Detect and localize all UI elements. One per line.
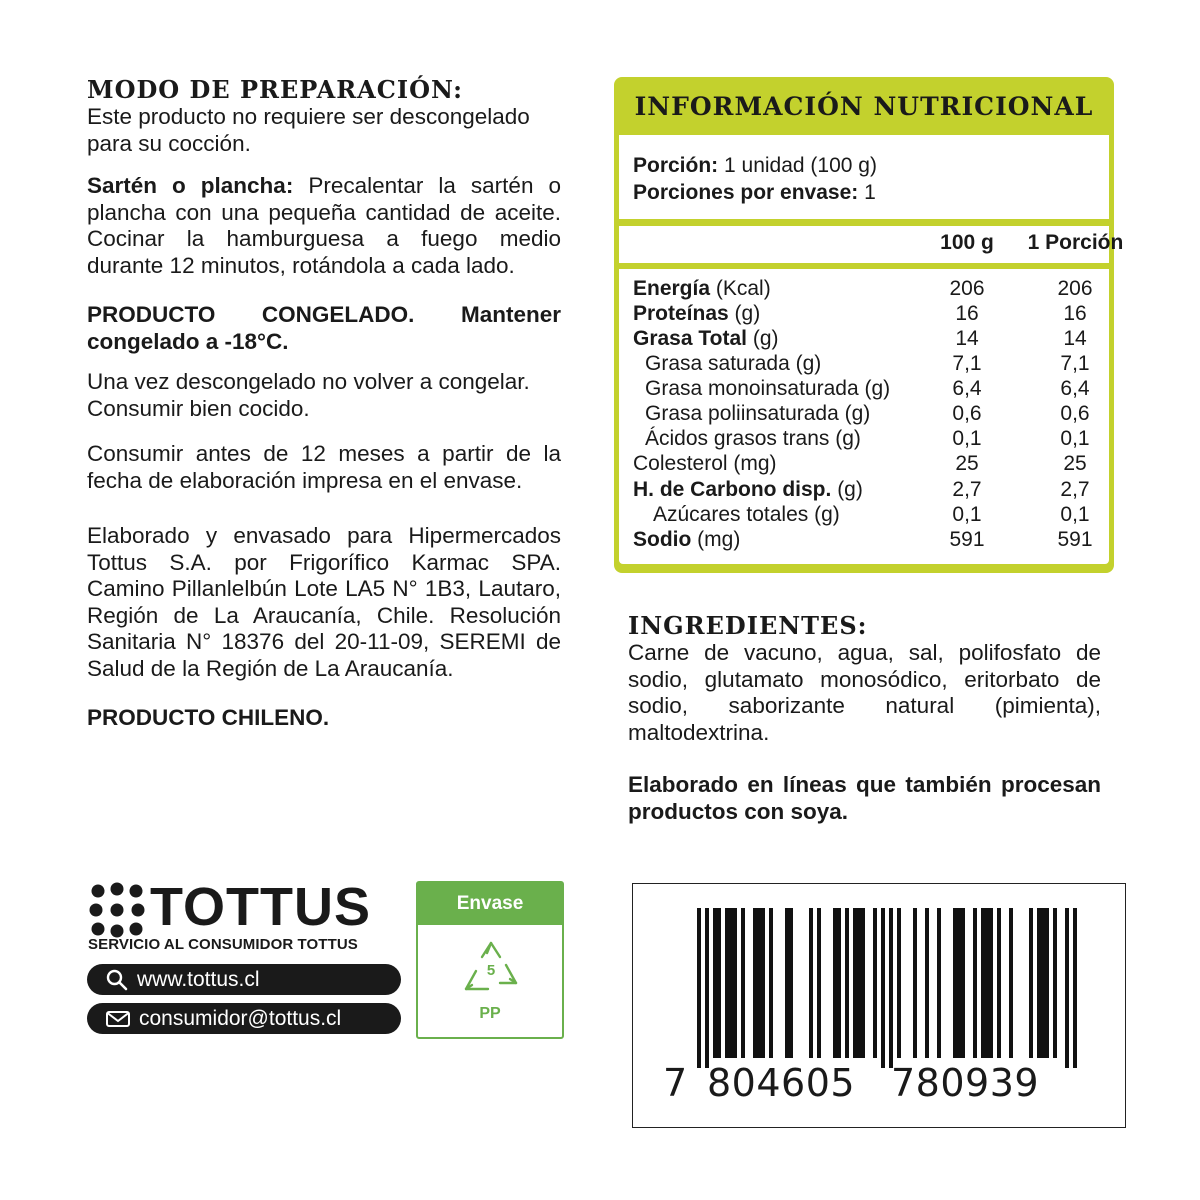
nutrient-name: Grasa monoinsaturada (g) bbox=[645, 377, 891, 400]
value-100g: 16 bbox=[955, 302, 979, 325]
value-portion: 7,1 bbox=[1060, 352, 1090, 375]
nutrition-row bbox=[633, 502, 1103, 527]
envelope-icon bbox=[105, 1009, 131, 1029]
nutrition-row bbox=[633, 351, 1103, 376]
barcode-first-digit: 7 bbox=[663, 1061, 688, 1105]
barcode-bar bbox=[953, 908, 957, 1058]
barcode-bar bbox=[1045, 908, 1049, 1058]
frozen-warning-line1: PRODUCTO CONGELADO. Mantener bbox=[87, 302, 561, 327]
ingredients-section bbox=[628, 612, 1101, 825]
portion-value: 1 unidad (100 g) bbox=[724, 154, 877, 177]
nutrient-unit: (Kcal) bbox=[715, 277, 771, 300]
value-100g: 7,1 bbox=[952, 352, 982, 375]
value-portion: 206 bbox=[1057, 277, 1093, 300]
barcode-left-digits: 804605 bbox=[707, 1061, 856, 1105]
value-100g: 206 bbox=[949, 277, 985, 300]
barcode-bar bbox=[889, 908, 893, 1068]
search-icon bbox=[105, 968, 129, 992]
barcode-bar bbox=[741, 908, 745, 1058]
nutrition-row bbox=[633, 527, 1103, 552]
email-text: consumidor@tottus.cl bbox=[139, 1006, 342, 1030]
barcode-bar bbox=[717, 908, 721, 1058]
value-100g: 0,6 bbox=[952, 402, 982, 425]
nutrient-unit: (mg) bbox=[697, 528, 741, 551]
nutrition-column-headers bbox=[633, 230, 1124, 255]
nutrition-row bbox=[633, 276, 1103, 301]
column-portion: 1 Porción bbox=[1027, 231, 1124, 254]
value-100g: 25 bbox=[955, 452, 979, 475]
value-portion: 0,6 bbox=[1060, 402, 1090, 425]
email-link[interactable] bbox=[87, 1003, 401, 1034]
manufacturer-info: Elaborado y envasado para Hipermercados Tottus S.A. por Frigorífico Karmac SPA. Camino Pillanlelbún Lote LA5 N° 1B3, Lautaro, Región de La Araucanía, Chile. Resolución Sanitaria N° 18376 del 20-11-09, SEREMI de Salud de la Región de La Araucanía. bbox=[87, 523, 561, 681]
pan-text: Precalentar la sartén o plancha con una pequeña cantidad de aceite. Cocinar la hamburguesa a fuego medio durante 12 minutos, rotándola a cada lado. bbox=[87, 173, 561, 278]
nutrient-unit: (g) bbox=[837, 478, 863, 501]
pan-instructions bbox=[87, 173, 561, 279]
value-100g: 2,7 bbox=[952, 478, 982, 501]
barcode-bar bbox=[713, 908, 717, 1058]
barcode-bar bbox=[729, 908, 733, 1058]
nutrition-row bbox=[633, 451, 1103, 476]
barcode-bar bbox=[817, 908, 821, 1058]
recycle-icon bbox=[460, 939, 522, 999]
barcode bbox=[632, 883, 1126, 1128]
value-portion: 0,1 bbox=[1060, 503, 1090, 526]
barcode-bar bbox=[785, 908, 789, 1058]
nutrient-name: Colesterol (mg) bbox=[633, 452, 777, 475]
nutrition-title: INFORMACIÓN NUTRICIONAL bbox=[634, 91, 1094, 121]
nutrient-name: Energía bbox=[633, 277, 711, 300]
nutrient-unit: (g) bbox=[734, 302, 761, 325]
barcode-bar bbox=[789, 908, 793, 1058]
thaw-warning: Una vez descongelado no volver a congelar. Consumir bien cocido. bbox=[87, 369, 530, 421]
nutrition-row bbox=[633, 477, 1103, 502]
ingredients-list: Carne de vacuno, agua, sal, polifosfato de sodio, glutamato monosódico, eritorbato de sodio, saborizante natural (pimienta), maltodextrina. bbox=[628, 640, 1101, 745]
nutrition-row bbox=[633, 426, 1103, 451]
barcode-bar bbox=[853, 908, 857, 1058]
barcode-bar bbox=[913, 908, 917, 1058]
barcode-bar bbox=[837, 908, 841, 1058]
barcode-bar bbox=[1009, 908, 1013, 1058]
barcode-bar bbox=[833, 908, 837, 1058]
nutrition-row bbox=[633, 401, 1103, 426]
barcode-bar bbox=[897, 908, 901, 1058]
barcode-bar bbox=[857, 908, 861, 1058]
allergen-note: Elaborado en líneas que también procesan productos con soya. bbox=[628, 772, 1101, 824]
value-portion: 6,4 bbox=[1060, 377, 1090, 400]
servings-label: Porciones por envase: bbox=[633, 181, 859, 204]
packaging-material: PP bbox=[479, 1005, 501, 1022]
packaging-header: Envase bbox=[418, 883, 562, 925]
value-100g: 0,1 bbox=[952, 427, 982, 450]
value-portion: 0,1 bbox=[1060, 427, 1090, 450]
packaging-recycling-box bbox=[416, 881, 564, 1039]
nutrient-name: Sodio bbox=[633, 528, 692, 551]
best-before: Consumir antes de 12 meses a partir de la fecha de elaboración impresa en el envase. bbox=[87, 441, 561, 493]
barcode-bar bbox=[769, 908, 773, 1058]
preparation-heading: MODO DE PREPARACIÓN: bbox=[87, 75, 463, 104]
value-portion: 2,7 bbox=[1060, 478, 1090, 501]
barcode-bar bbox=[753, 908, 757, 1058]
barcode-bar bbox=[697, 908, 701, 1068]
nutrition-divider bbox=[619, 263, 1109, 269]
website-text: www.tottus.cl bbox=[137, 967, 260, 991]
nutrition-row bbox=[633, 326, 1103, 351]
barcode-bar bbox=[1065, 908, 1069, 1068]
barcode-bar bbox=[881, 908, 885, 1068]
barcode-bar bbox=[809, 908, 813, 1058]
pan-label: Sartén o plancha: bbox=[87, 173, 294, 198]
preparation-intro: Este producto no requiere ser descongelado para su cocción. bbox=[87, 104, 530, 156]
value-100g: 14 bbox=[955, 327, 979, 350]
portion-row bbox=[633, 153, 1103, 178]
preparation-section bbox=[87, 76, 561, 732]
barcode-bar bbox=[1041, 908, 1045, 1058]
nutrition-row bbox=[633, 376, 1103, 401]
barcode-bar bbox=[761, 908, 765, 1058]
barcode-bar bbox=[1029, 908, 1033, 1058]
portion-label: Porción: bbox=[633, 154, 719, 177]
column-100g: 100 g bbox=[940, 231, 994, 254]
consumer-service-label: SERVICIO AL CONSUMIDOR TOTTUS bbox=[88, 936, 358, 953]
servings-value: 1 bbox=[864, 181, 876, 204]
barcode-bar bbox=[1053, 908, 1057, 1058]
nutrient-name: Grasa saturada (g) bbox=[645, 352, 822, 375]
value-portion: 16 bbox=[1063, 302, 1087, 325]
nutrient-name: Azúcares totales (g) bbox=[653, 503, 840, 526]
barcode-bar bbox=[845, 908, 849, 1058]
barcode-bar bbox=[861, 908, 865, 1058]
servings-row bbox=[633, 180, 1103, 205]
barcode-bar bbox=[961, 908, 965, 1058]
nutrition-divider bbox=[619, 219, 1109, 226]
nutrition-row bbox=[633, 301, 1103, 326]
recycle-code: 5 bbox=[486, 962, 496, 979]
barcode-bar bbox=[873, 908, 877, 1058]
barcode-bar bbox=[757, 908, 761, 1058]
nutrition-panel bbox=[614, 77, 1124, 573]
barcode-bar bbox=[733, 908, 737, 1058]
tottus-wordmark: TOTTUS bbox=[150, 877, 371, 937]
barcode-bar bbox=[937, 908, 941, 1058]
barcode-bar bbox=[925, 908, 929, 1058]
value-portion: 14 bbox=[1063, 327, 1087, 350]
nutrient-name: Grasa poliinsaturada (g) bbox=[645, 402, 871, 425]
nutrient-name: Ácidos grasos trans (g) bbox=[645, 427, 861, 450]
barcode-image bbox=[633, 884, 1125, 1127]
barcode-bar bbox=[985, 908, 989, 1058]
value-portion: 25 bbox=[1063, 452, 1087, 475]
barcode-right-digits: 780939 bbox=[891, 1061, 1040, 1105]
website-link[interactable] bbox=[87, 964, 401, 995]
value-100g: 591 bbox=[949, 528, 985, 551]
barcode-bar bbox=[981, 908, 985, 1058]
barcode-bar bbox=[705, 908, 709, 1068]
ingredients-heading: INGREDIENTES: bbox=[628, 611, 868, 640]
nutrient-unit: (g) bbox=[752, 327, 779, 350]
value-portion: 591 bbox=[1057, 528, 1093, 551]
value-100g: 0,1 bbox=[952, 503, 982, 526]
origin-label: PRODUCTO CHILENO. bbox=[87, 705, 330, 730]
nutrient-name: H. de Carbono disp. bbox=[633, 478, 832, 501]
barcode-bar bbox=[725, 908, 729, 1058]
barcode-bar bbox=[1073, 908, 1077, 1068]
nutrient-name: Grasa Total bbox=[633, 327, 747, 350]
value-100g: 6,4 bbox=[952, 377, 982, 400]
frozen-warning-line2: congelado a -18°C. bbox=[87, 328, 289, 354]
barcode-bar bbox=[957, 908, 961, 1058]
nutrient-name: Proteínas bbox=[633, 302, 729, 325]
barcode-bar bbox=[1037, 908, 1041, 1058]
barcode-bar bbox=[973, 908, 977, 1058]
barcode-bar bbox=[997, 908, 1001, 1058]
barcode-bar bbox=[989, 908, 993, 1058]
tottus-logo-icon bbox=[89, 882, 145, 938]
